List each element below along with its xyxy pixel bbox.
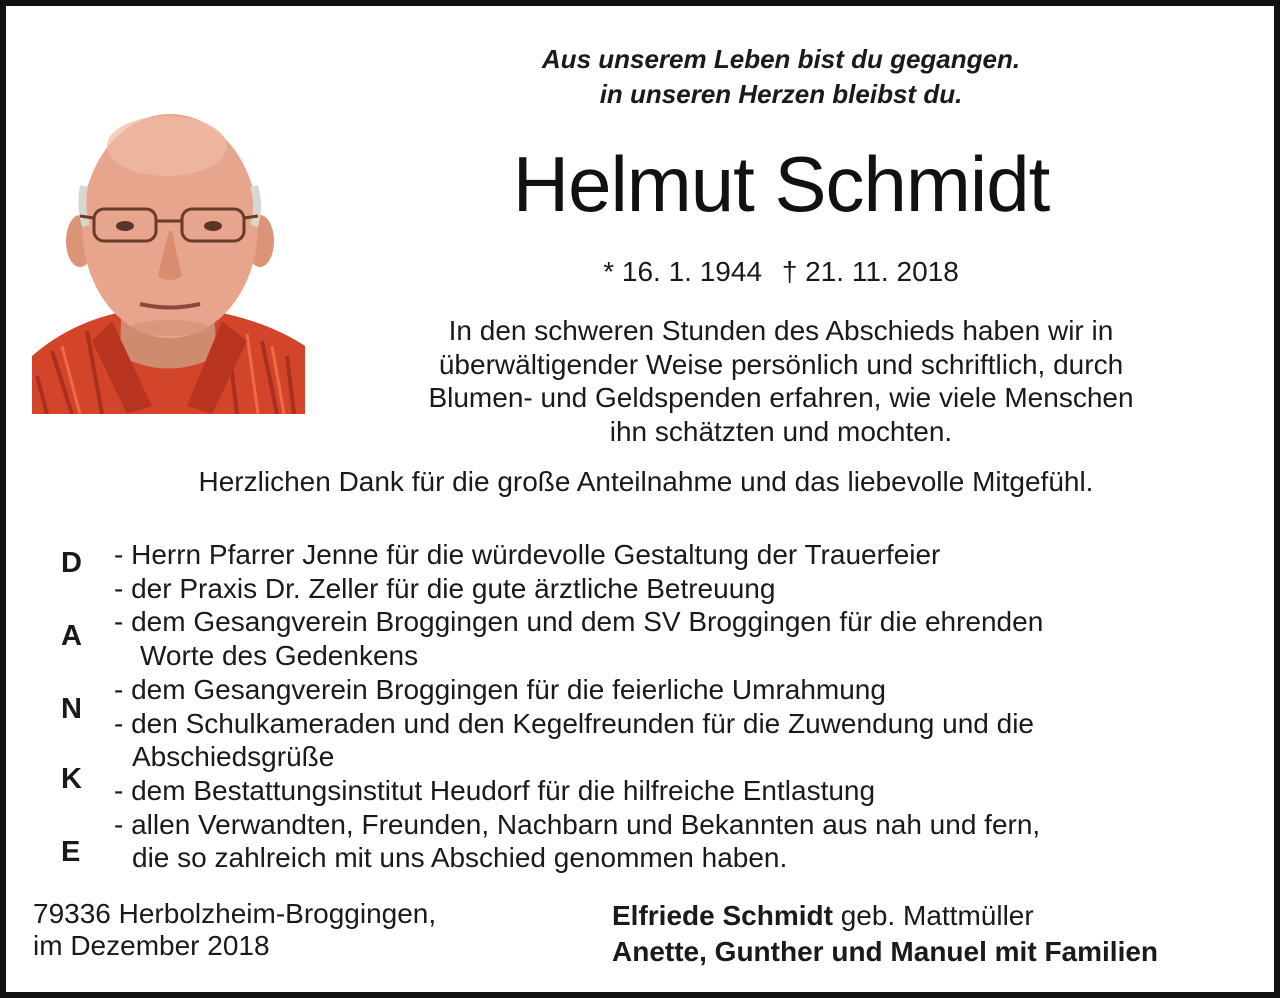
thanks-line: Herzlichen Dank für die große Anteilnahme und das liebevolle Mitgefühl. bbox=[198, 466, 1094, 497]
place-line: 79336 Herbolzheim-Broggingen, bbox=[33, 898, 437, 929]
list-item-continuation: Abschiedsgrüße bbox=[132, 741, 335, 773]
signer-maiden-name: geb. Mattmüller bbox=[832, 900, 1034, 931]
list-item: - dem Gesangverein Broggingen und dem SV Broggingen für die ehrenden bbox=[114, 606, 1044, 638]
list-item-continuation: die so zahlreich mit uns Abschied genommen haben. bbox=[132, 842, 788, 874]
death-date: † 21. 11. 2018 bbox=[781, 256, 959, 287]
thanks-list bbox=[114, 538, 1214, 875]
list-item: - dem Gesangverein Broggingen für die feierliche Umrahmung bbox=[114, 673, 886, 705]
birth-date: * 16. 1. 1944 bbox=[603, 256, 763, 287]
deceased-name: Helmut Schmidt bbox=[512, 140, 1050, 228]
gratitude-paragraph bbox=[366, 314, 1196, 448]
danke-letter-e: E bbox=[61, 836, 81, 868]
signer-name: Elfriede Schmidt bbox=[612, 900, 833, 931]
list-item: - Herrn Pfarrer Jenne für die würdevolle Gestaltung der Trauerfeier bbox=[114, 539, 941, 570]
danke-letter-k: K bbox=[61, 763, 82, 795]
list-item: - allen Verwandten, Freunden, Nachbarn und Bekannten aus nah und fern, bbox=[114, 808, 1041, 840]
list-item: - der Praxis Dr. Zeller für die gute ärztliche Betreuung bbox=[114, 572, 776, 604]
motto-line-2: in unseren Herzen bleibst du. bbox=[599, 79, 963, 109]
life-dates bbox=[406, 254, 1156, 290]
signers bbox=[612, 898, 1272, 970]
danke-letter-a: A bbox=[61, 620, 82, 652]
paragraph-line: Blumen- und Geldspenden erfahren, wie viele Menschen bbox=[428, 382, 1134, 413]
danke-letter-n: N bbox=[61, 693, 82, 725]
list-item-continuation: Worte des Gedenkens bbox=[140, 640, 419, 672]
paragraph-line: In den schweren Stunden des Abschieds haben wir in bbox=[448, 315, 1114, 346]
list-item: - den Schulkameraden und den Kegelfreunden für die Zuwendung und die bbox=[114, 707, 1034, 739]
signer-line-2: Anette, Gunther und Manuel mit Familien bbox=[612, 936, 1159, 967]
list-item: - dem Bestattungsinstitut Heudorf für die hilfreiche Entlastung bbox=[114, 774, 876, 806]
place-and-date bbox=[33, 898, 553, 962]
motto-line-1: Aus unserem Leben bist du gegangen. bbox=[541, 44, 1021, 74]
paragraph-line: überwältigender Weise persönlich und schriftlich, durch bbox=[438, 348, 1124, 380]
danke-letter-d: D bbox=[61, 547, 82, 579]
motto bbox=[456, 42, 1106, 112]
signer-line-1 bbox=[612, 898, 1272, 934]
date-line: im Dezember 2018 bbox=[33, 930, 270, 961]
paragraph-line: ihn schätzten und mochten. bbox=[609, 415, 953, 447]
portrait-illustration bbox=[32, 106, 305, 414]
portrait-photo bbox=[32, 106, 305, 414]
